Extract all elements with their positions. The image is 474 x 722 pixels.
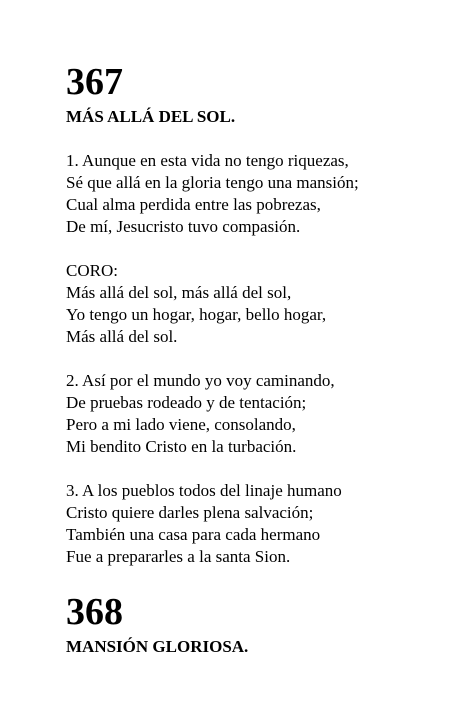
verse-line: Cristo quiere darles plena salvación; — [66, 503, 314, 522]
verse-line: Fue a prepararles a la santa Sion. — [66, 547, 291, 566]
stanza-3 — [66, 480, 466, 568]
chorus — [66, 260, 466, 348]
verse-line: Cual alma perdida entre las pobrezas, — [66, 195, 321, 214]
verse-line: Mi bendito Cristo en la turbación. — [66, 437, 297, 456]
stanza-1 — [66, 150, 466, 238]
page-content — [66, 62, 466, 658]
hymn-number: 368 — [66, 591, 123, 633]
hymn-title: MÁS ALLÁ DEL SOL. — [66, 107, 236, 126]
verse-line: Yo tengo un hogar, hogar, bello hogar, — [66, 305, 327, 324]
verse-line: Pero a mi lado viene, consolando, — [66, 415, 296, 434]
verse-line: De pruebas rodeado y de tentación; — [66, 393, 307, 412]
verse-line: 3. A los pueblos todos del linaje humano — [66, 481, 342, 500]
hymn-367 — [66, 62, 466, 568]
hymn-368 — [66, 592, 466, 658]
verse-line: 1. Aunque en esta vida no tengo riquezas, — [66, 151, 349, 170]
hymn-title: MANSIÓN GLORIOSA. — [66, 637, 249, 656]
verse-line: Más allá del sol. — [66, 327, 178, 346]
stanza-2 — [66, 370, 466, 458]
hymn-number: 367 — [66, 61, 123, 103]
verse-line: 2. Así por el mundo yo voy caminando, — [66, 371, 335, 390]
verse-line: También una casa para cada hermano — [66, 525, 321, 544]
verse-line: Sé que allá en la gloria tengo una mansión; — [66, 173, 359, 192]
chorus-heading: CORO: — [66, 261, 118, 280]
verse-line: Más allá del sol, más allá del sol, — [66, 283, 292, 302]
verse-line: De mí, Jesucristo tuvo compasión. — [66, 217, 301, 236]
